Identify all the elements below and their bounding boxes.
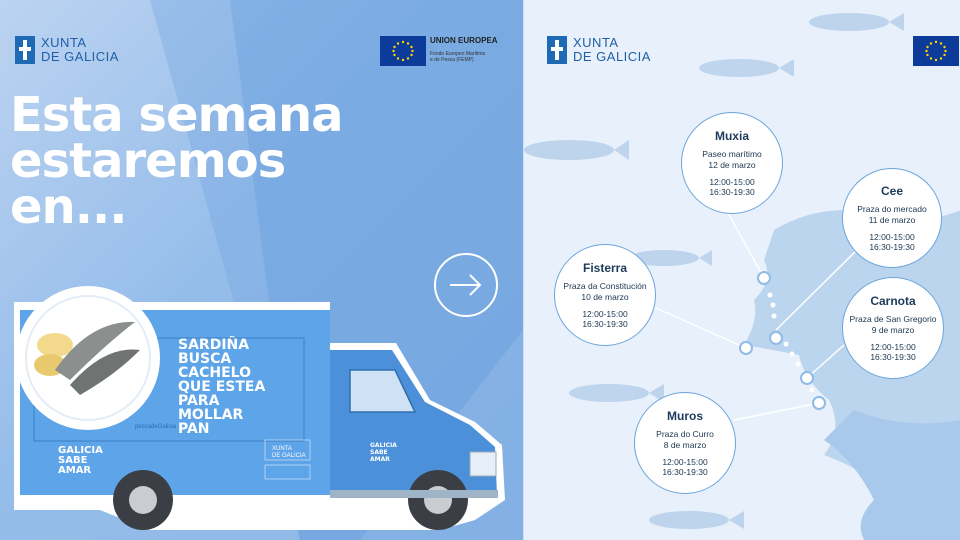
headline-line3: en... bbox=[10, 179, 127, 235]
stop-place: Praza de San Gregorio bbox=[849, 314, 937, 324]
door-slogan bbox=[370, 442, 397, 463]
logo-line2: DE GALICIA bbox=[41, 49, 119, 64]
stop-hours: 12:00-15:00 bbox=[870, 342, 916, 352]
stop-carnota[interactable] bbox=[842, 277, 944, 379]
plate-brand: pescadeGalicia bbox=[135, 424, 177, 430]
eu-badge-right bbox=[913, 36, 959, 66]
eu-title: UNION EUROPEA bbox=[430, 36, 498, 45]
slogan-line: PAN bbox=[178, 421, 210, 437]
xunta-logo-right bbox=[547, 36, 651, 64]
side-slogan bbox=[58, 446, 103, 476]
stop-hours: 12:00-15:00 bbox=[662, 457, 708, 467]
stop-cee[interactable] bbox=[842, 168, 942, 268]
stop-name: Muros bbox=[667, 409, 703, 423]
stop-hours: 16:30-19:30 bbox=[662, 467, 708, 477]
eu-subtitle-1: Fondo Europeo Marítimo bbox=[430, 51, 486, 57]
side-slogan-line: GALICIA bbox=[58, 445, 103, 456]
logo-line2: DE GALICIA bbox=[573, 49, 651, 64]
stop-hours: 16:30-19:30 bbox=[582, 319, 628, 329]
eu-subtitle-2: e de Pesca (FEMP) bbox=[430, 57, 474, 63]
stop-date: 9 de marzo bbox=[871, 325, 915, 335]
stop-hours: 12:00-15:00 bbox=[582, 309, 628, 319]
headline-line1: Esta semana bbox=[10, 87, 343, 143]
stop-name: Cee bbox=[880, 184, 903, 198]
stop-date: 8 de marzo bbox=[663, 440, 707, 450]
logo-line1: XUNTA bbox=[573, 35, 619, 50]
slogan-line: SARDIÑA bbox=[178, 337, 250, 353]
stop-hours: 16:30-19:30 bbox=[709, 187, 755, 197]
xunta-logo-icon bbox=[547, 36, 567, 64]
stop-place: Paseo marítimo bbox=[702, 149, 762, 159]
stop-name: Carnota bbox=[870, 294, 916, 308]
door-slogan-line: AMAR bbox=[370, 456, 390, 463]
right-panel bbox=[523, 0, 960, 540]
truck-slogan bbox=[178, 338, 265, 436]
truck-logo bbox=[272, 446, 306, 460]
stop-place: Praza do mercado bbox=[857, 204, 927, 214]
stop-muxia[interactable] bbox=[681, 112, 783, 214]
stop-date: 11 de marzo bbox=[868, 215, 916, 225]
slogan-line: BUSCA bbox=[178, 351, 232, 367]
side-slogan-line: SABE bbox=[58, 455, 88, 466]
truck-logo-line1: XUNTA bbox=[272, 446, 292, 452]
slogan-line: CACHELO bbox=[178, 365, 251, 381]
stop-place: Praza da Constitución bbox=[563, 281, 647, 291]
stop-name: Muxia bbox=[714, 129, 749, 143]
door-slogan-line: SABE bbox=[370, 449, 388, 456]
stop-hours: 12:00-15:00 bbox=[869, 232, 915, 242]
truck-logo-line2: DE GALICIA bbox=[272, 453, 306, 459]
door-slogan-line: GALICIA bbox=[370, 442, 397, 449]
eu-flag-icon bbox=[913, 36, 959, 66]
slogan-line: QUE ESTEA bbox=[178, 379, 266, 395]
headline-line2: estaremos bbox=[10, 133, 286, 189]
stop-date: 10 de marzo bbox=[581, 292, 629, 302]
stop-name: Fisterra bbox=[582, 261, 628, 275]
stop-hours: 16:30-19:30 bbox=[869, 242, 915, 252]
stop-fisterra[interactable] bbox=[554, 244, 656, 346]
stop-date: 12 de marzo bbox=[708, 160, 756, 170]
stop-hours: 12:00-15:00 bbox=[709, 177, 755, 187]
stop-hours: 16:30-19:30 bbox=[870, 352, 916, 362]
logo-line1: XUNTA bbox=[41, 35, 87, 50]
side-slogan-line: AMAR bbox=[58, 465, 92, 476]
slogan-line: MOLLAR bbox=[178, 407, 244, 423]
stop-place: Praza do Curro bbox=[656, 429, 714, 439]
stop-muros[interactable] bbox=[634, 392, 736, 494]
slogan-line: PARA bbox=[178, 393, 220, 409]
